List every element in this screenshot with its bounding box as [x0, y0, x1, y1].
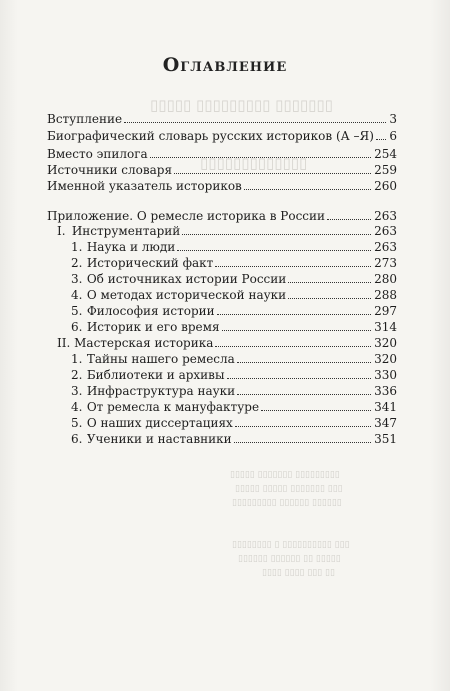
toc-entry-title	[47, 416, 233, 430]
toc-entry-title	[47, 256, 213, 270]
dot-leader	[182, 234, 371, 235]
toc-entry-title	[47, 179, 242, 193]
toc-entry-label: Ученики и наставники	[86, 432, 232, 446]
dot-leader	[227, 378, 372, 379]
toc-entry-title	[47, 368, 225, 382]
toc-entry-number: 5.	[71, 416, 83, 430]
dot-leader	[215, 346, 371, 347]
dot-leader	[215, 266, 371, 267]
toc-entry	[47, 318, 397, 334]
toc-entry-title	[47, 384, 235, 398]
toc-entry-number: 2.	[71, 256, 83, 270]
toc-entry	[47, 430, 397, 446]
toc-entry	[47, 350, 397, 366]
toc-entry-label: Приложение. О ремесле историка в России	[47, 209, 326, 223]
toc-page-number: 351	[374, 432, 397, 446]
toc-entry-number: 3.	[71, 384, 83, 398]
toc-entry	[47, 302, 397, 318]
show-through-text: ▯▯▯▯▯ ▯▯▯▯▯▯▯ ▯▯▯▯▯▯▯▯▯	[230, 470, 340, 480]
toc-entry	[47, 414, 397, 430]
dot-leader	[150, 157, 371, 158]
toc-page-number: 347	[374, 416, 397, 430]
show-through-text: ▯▯▯▯▯▯▯▯▯▯▯▯▯	[200, 154, 308, 172]
toc-entry	[47, 127, 397, 143]
toc-entry-title	[47, 240, 175, 254]
toc-page-number: 263	[374, 224, 397, 238]
toc-entry-title	[47, 147, 148, 161]
dot-leader	[177, 250, 371, 251]
toc-entry	[47, 222, 397, 238]
toc-entry-number: 6.	[71, 320, 83, 334]
dot-leader	[261, 410, 371, 411]
toc-page-number: 3	[389, 112, 397, 126]
dot-leader	[244, 189, 371, 190]
toc-entry	[47, 398, 397, 414]
toc-entry	[47, 238, 397, 254]
toc-entry-title	[47, 272, 286, 286]
dot-leader	[234, 442, 372, 443]
toc-entry-title	[47, 163, 172, 177]
toc-entry-title	[47, 209, 325, 223]
show-through-text: ▯▯▯▯▯ ▯▯▯▯▯ ▯▯▯▯▯▯▯ ▯▯▯	[235, 484, 343, 494]
toc-entry-title	[47, 129, 374, 143]
dot-leader	[237, 394, 371, 395]
toc-page-number: 260	[374, 179, 397, 193]
toc-entry-number: 2.	[71, 368, 83, 382]
show-through-text: ▯▯▯▯▯▯▯▯▯ ▯▯▯▯▯▯ ▯▯▯▯▯▯	[232, 498, 342, 508]
toc-entry-label: Вместо эпилога	[47, 147, 148, 161]
toc-entry-number: II.	[57, 336, 71, 350]
toc-entry-label: Библиотеки и архивы	[86, 368, 225, 382]
toc-entry-label: Мастерская историка	[74, 336, 214, 350]
toc-page-number: 259	[374, 163, 397, 177]
dot-leader	[237, 362, 371, 363]
toc-entry-number: I.	[57, 224, 66, 238]
dot-leader	[288, 282, 371, 283]
toc-entry	[47, 207, 397, 223]
toc-entry-number: 3.	[71, 272, 83, 286]
toc-page-number: 341	[374, 400, 397, 414]
toc-entry-number: 5.	[71, 304, 83, 318]
toc-page-number: 263	[374, 209, 397, 223]
page-title: Оглавление	[162, 54, 288, 76]
toc-entry-number: 4.	[71, 400, 83, 414]
toc-entry	[47, 382, 397, 398]
dot-leader	[174, 173, 371, 174]
toc-entry-number: 6.	[71, 432, 83, 446]
toc-entry-label: Исторический факт	[86, 256, 214, 270]
toc-entry	[47, 366, 397, 382]
dot-leader	[217, 314, 371, 315]
toc-page-number: 273	[374, 256, 397, 270]
toc-entry-label: Наука и люди	[86, 240, 176, 254]
toc-entry	[47, 270, 397, 286]
toc-entry-label: Источники словаря	[47, 163, 173, 177]
toc-entry-label: О наших диссертациях	[86, 416, 233, 430]
dot-leader	[124, 122, 386, 123]
toc-page-number: 6	[389, 129, 397, 143]
toc-entry-label: Вступление	[47, 112, 123, 126]
toc-page-number: 320	[374, 336, 397, 350]
dot-leader	[288, 298, 371, 299]
toc-page-number: 336	[374, 384, 397, 398]
toc-entry	[47, 254, 397, 270]
toc-entry	[47, 110, 397, 126]
dot-leader	[327, 219, 371, 220]
dot-leader	[376, 139, 386, 140]
show-through-text: ▯▯▯▯ ▯▯▯▯ ▯▯▯ ▯▯	[262, 568, 335, 578]
toc-page-number: 263	[374, 240, 397, 254]
toc-entry	[47, 161, 397, 177]
toc-entry-number: 1.	[71, 352, 83, 366]
toc-entry-label: Об источниках истории России	[86, 272, 287, 286]
dot-leader	[222, 330, 372, 331]
toc-entry	[47, 145, 397, 161]
toc-entry-label: Инфраструктура науки	[86, 384, 236, 398]
toc-page-number: 330	[374, 368, 397, 382]
toc-entry	[47, 177, 397, 193]
toc-entry-label: О методах исторической науки	[86, 288, 287, 302]
show-through-text: ▯▯▯▯▯▯▯▯ ▯ ▯▯▯▯▯▯▯▯▯▯ ▯▯▯	[232, 540, 350, 550]
toc-entry-title	[47, 224, 180, 238]
toc-entry	[47, 334, 397, 350]
toc-entry-number: 4.	[71, 288, 83, 302]
toc-entry-title	[47, 320, 220, 334]
toc-entry-title	[47, 432, 232, 446]
toc-entry-label: Тайны нашего ремесла	[86, 352, 235, 366]
toc-page-number: 297	[374, 304, 397, 318]
toc-entry-title	[47, 112, 122, 126]
toc-page-number: 254	[374, 147, 397, 161]
toc-entry-number: 1.	[71, 240, 83, 254]
toc-entry-label: От ремесла к мануфактуре	[86, 400, 260, 414]
toc-entry-title	[47, 288, 286, 302]
show-through-text: ▯▯▯▯▯▯ ▯▯▯▯▯▯ ▯▯ ▯▯▯▯▯	[238, 554, 341, 564]
toc-entry	[47, 286, 397, 302]
toc-entry-title	[47, 400, 259, 414]
toc-entry-label: Именной указатель историков	[47, 179, 242, 193]
toc-page-number: 280	[374, 272, 397, 286]
toc-entry-label: Философия истории	[86, 304, 215, 318]
toc-page-number: 314	[374, 320, 397, 334]
toc-page-number: 288	[374, 288, 397, 302]
dot-leader	[235, 426, 371, 427]
toc-entry-title	[47, 336, 213, 350]
toc-entry-label: Историк и его время	[86, 320, 220, 334]
toc-entry-label: Биографический словарь русских историков (А –Я)	[47, 129, 374, 143]
show-through-text: ▯▯▯▯▯ ▯▯▯▯▯▯▯▯▯ ▯▯▯▯▯▯▯	[150, 96, 333, 114]
toc-entry-title	[47, 352, 235, 366]
toc-entry-label: Инструментарий	[71, 224, 181, 238]
toc-page-number: 320	[374, 352, 397, 366]
toc-entry-title	[47, 304, 215, 318]
